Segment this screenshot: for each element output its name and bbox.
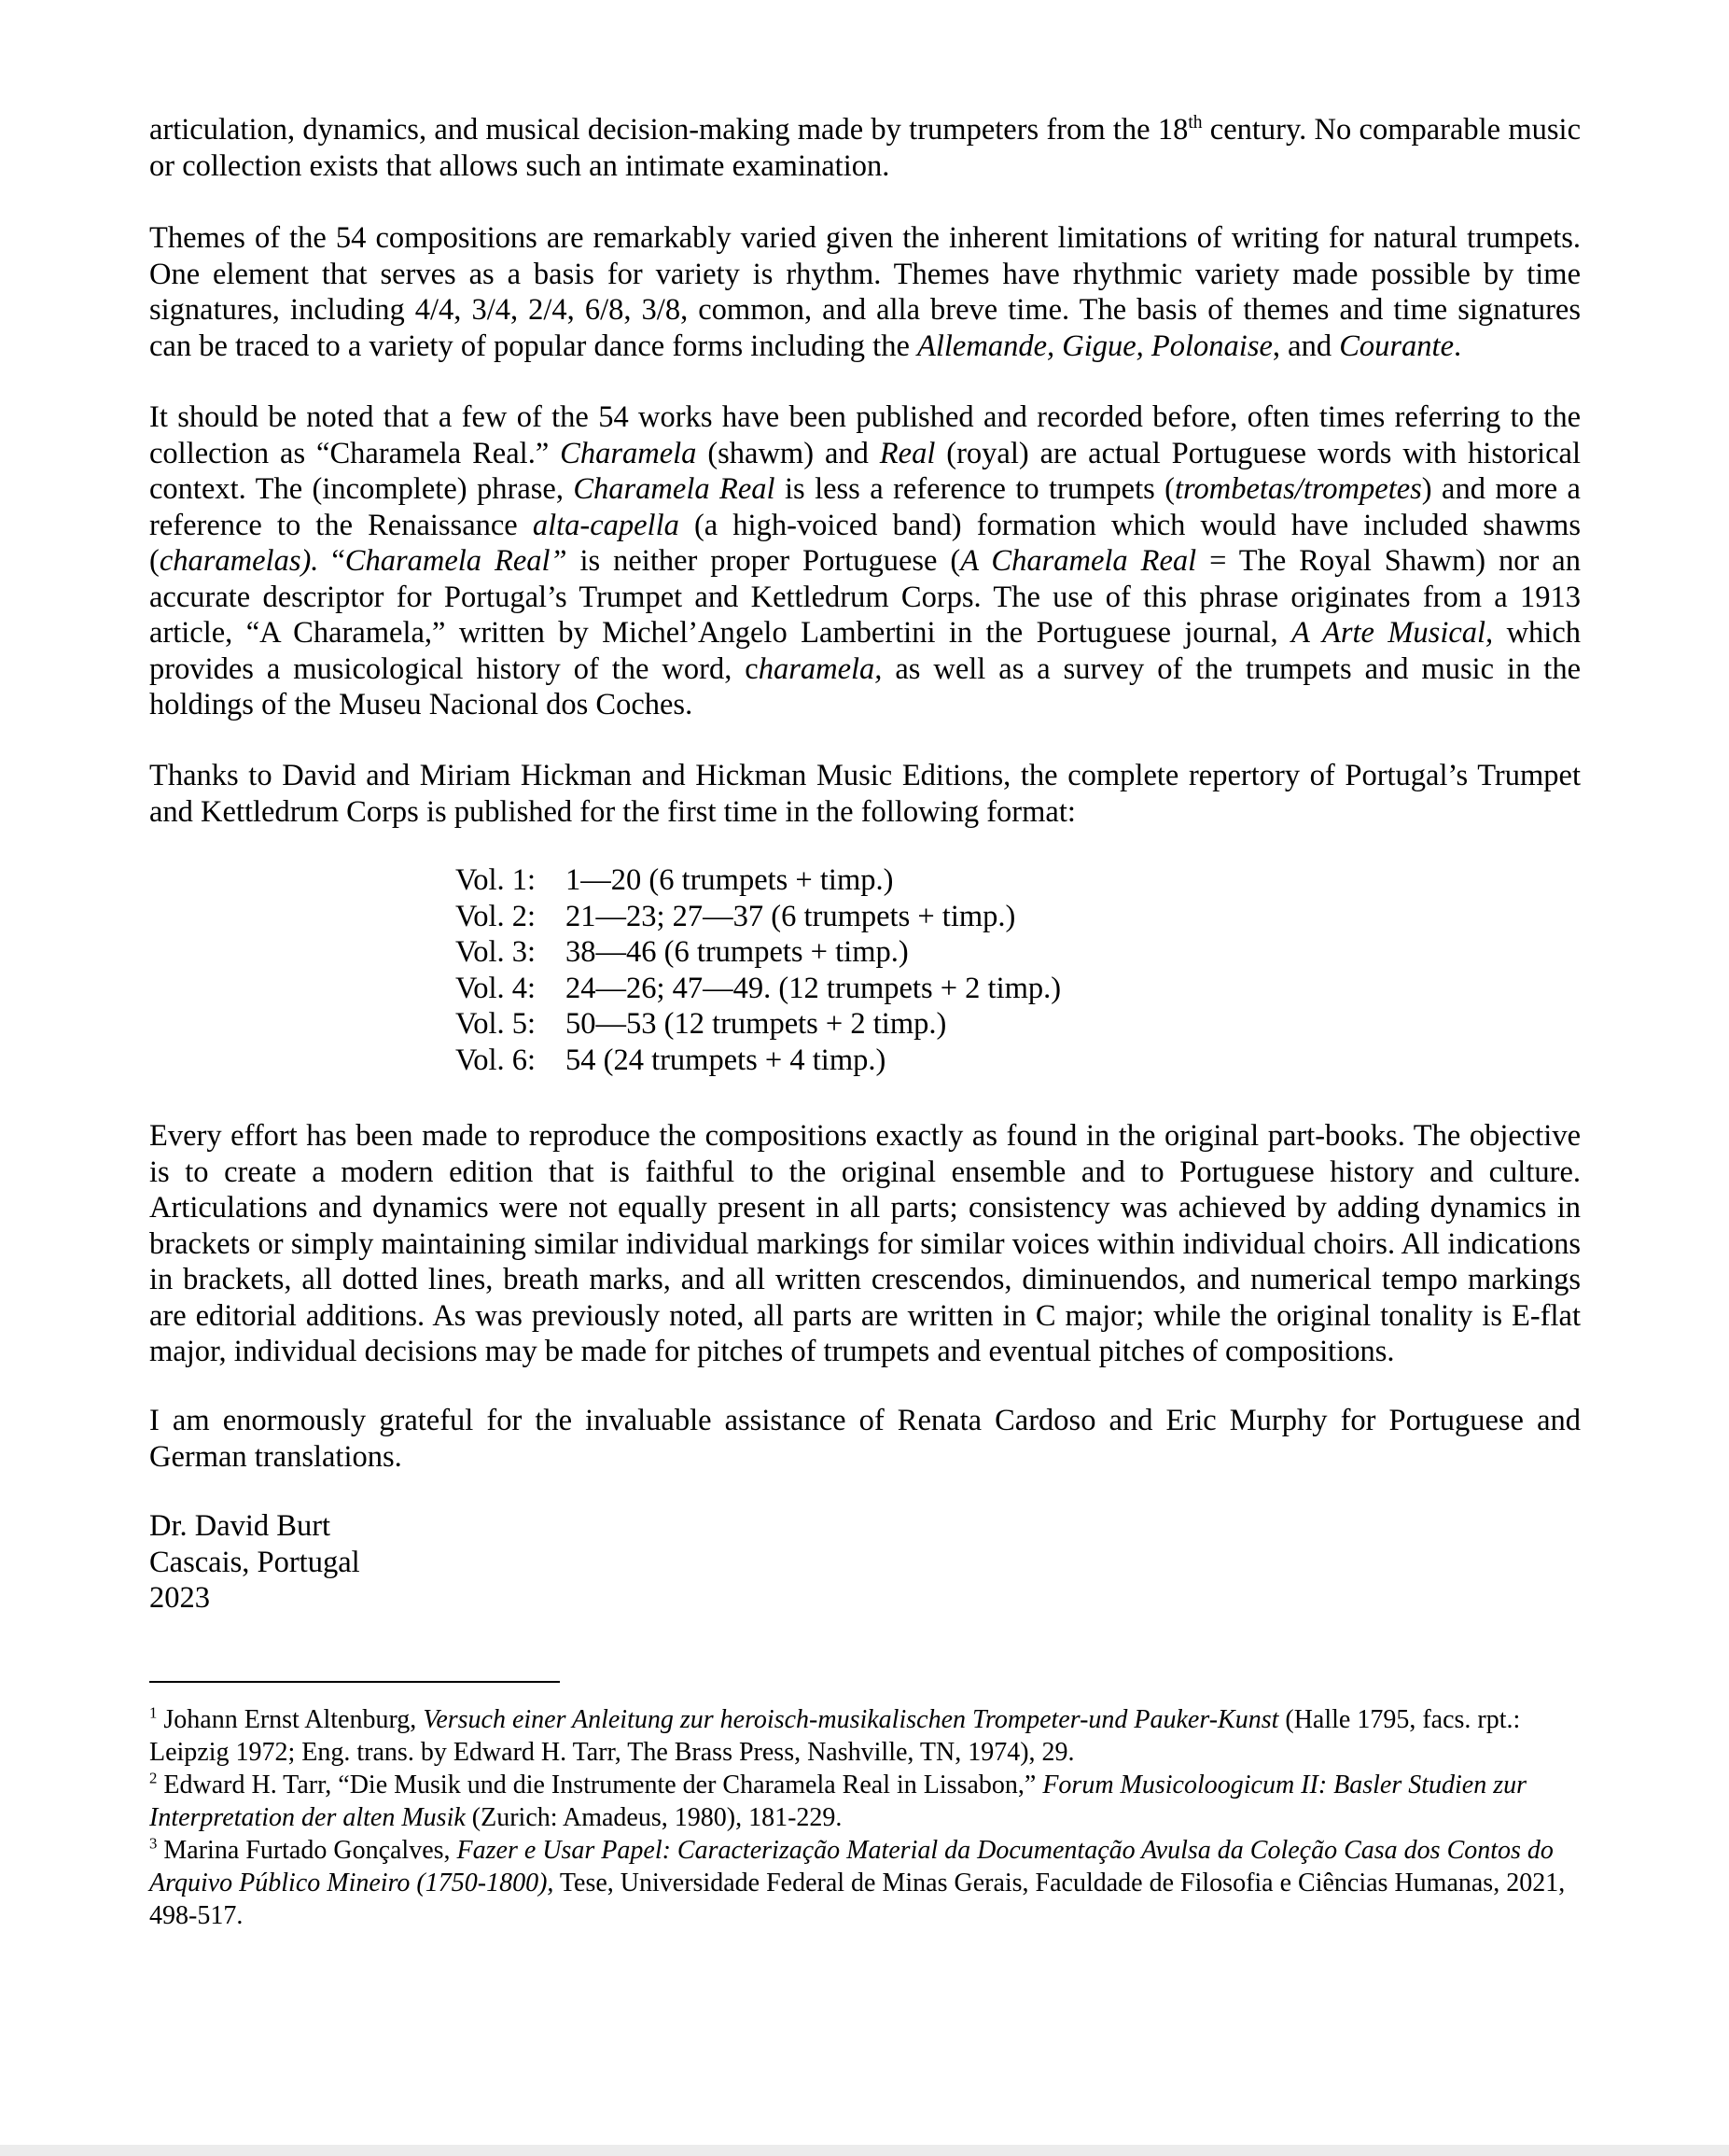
footnote-1: $^1$ Johann Ernst Altenburg, Versuch einer Anleitung zur heroisch-musikalischen Trompeter-und Pauker-Kunst (Halle 1795, facs. rpt.: Leipzig 1972; Eng. trans. by Edward H. Tarr, The Brass Press, Nashville, TN, 1974), 29. <box>149 1703 1521 1767</box>
volume-row: Vol. 6: 54 (24 trumpets + 4 timp.) <box>455 1043 886 1077</box>
paragraph-acknowledgements: I am enormously grateful for the invaluable assistance of Renata Cardoso and Eric Murphy for Portuguese and German translations. <box>149 1404 1581 1474</box>
volume-row: Vol. 1: 1—20 (6 trumpets + timp.) <box>455 863 894 897</box>
author-place: Cascais, Portugal <box>149 1545 360 1579</box>
paragraph-themes: Themes of the 54 compositions are remarkably varied given the inherent limitations of writing for natural trumpets. One element that serves as a basis for variety is rhythm. Themes have rhythmic variety made possible by time signatures, including 4/4, 3/4, 2/4, 6/8, 3/8, common, and alla breve time. The basis of themes and time signatures can be traced to a variety of popular dance forms including the Allemande, Gigue, Polonaise, and Courante. <box>149 221 1581 363</box>
footnote-3: $^3$ Marina Furtado Gonçalves, Fazer e Usar Papel: Caracterização Material da Documentação Avulsa da Coleção Casa dos Contos do Arquivo Público Mineiro (1750-1800), Tese, Universidade Federal de Minas Gerais, Faculdade de Filosofia e Ciências Humanas, 2021, 498-517. <box>149 1834 1566 1930</box>
volume-row: Vol. 3: 38—46 (6 trumpets + timp.) <box>455 935 909 969</box>
paragraph-intro: articulation, dynamics, and musical decision-making made by trumpeters from the 18th century. No comparable music or collection exists that allows such an intimate examination. <box>149 113 1582 183</box>
footnote-divider <box>149 1681 560 1683</box>
paragraph-charamela-real: It should be noted that a few of the 54 works have been published and recorded before, often times referring to the collection as “Charamela Real.” Charamela (shawm) and Real (royal) are actual Portuguese words with historical context. The (incomplete) phrase, Charamela Real is less a reference to trumpets (trombetas/trompetes) and more a reference to the Renaissance alta-capella (a high-voiced band) formation which would have included shawms (charamelas). “Charamela Real” is neither proper Portuguese (A Charamela Real = The Royal Shawm) nor an accurate descriptor for Portugal’s Trumpet and Kettledrum Corps. The use of this phrase originates from a 1913 article, “A Charamela,” written by Michel’Angelo Lambertini in the Portuguese journal, A Arte Musical, which provides a musicological history of the word, charamela, as well as a survey of the trumpets and music in the holdings of the Museu Nacional dos Coches. <box>149 400 1581 721</box>
author-name: Dr. David Burt <box>149 1509 331 1543</box>
page-bottom-edge <box>0 2145 1729 2156</box>
volume-list <box>455 862 1061 1078</box>
volume-row: Vol. 5: 50—53 (12 trumpets + 2 timp.) <box>455 1007 947 1041</box>
volume-row: Vol. 4: 24—26; 47—49. (12 trumpets + 2 timp.) <box>455 971 1062 1005</box>
footnote-2: $^2$ Edward H. Tarr, “Die Musik und die Instrumente der Charamela Real in Lissabon,” Forum Musicoloogicum II: Basler Studien zur Interpretation der alten Musik (Zurich: Amadeus, 1980), 181-229. <box>149 1769 1527 1832</box>
superscript: th <box>1188 113 1203 133</box>
author-year: 2023 <box>149 1581 210 1615</box>
paragraph-editorial: Every effort has been made to reproduce the compositions exactly as found in the original part-books. The objective is to create a modern edition that is faithful to the original ensemble and to Portuguese history and culture. Articulations and dynamics were not equally present in all parts; consistency was achieved by adding dynamics in brackets or simply maintaining similar individual markings for similar voices within individual choirs. All indications in brackets, all dotted lines, breath marks, and all written crescendos, diminuendos, and numerical tempo markings are editorial additions. As was previously noted, all parts are written in C major; while the original tonality is E-flat major, individual decisions may be made for pitches of trumpets and eventual pitches of compositions. <box>149 1119 1581 1368</box>
signature-block <box>149 1508 360 1617</box>
volume-row: Vol. 2: 21—23; 27—37 (6 trumpets + timp.) <box>455 899 1016 933</box>
paragraph-hickman: Thanks to David and Miriam Hickman and Hickman Music Editions, the complete repertory of Portugal’s Trumpet and Kettledrum Corps is published for the first time in the following format: <box>149 759 1581 829</box>
